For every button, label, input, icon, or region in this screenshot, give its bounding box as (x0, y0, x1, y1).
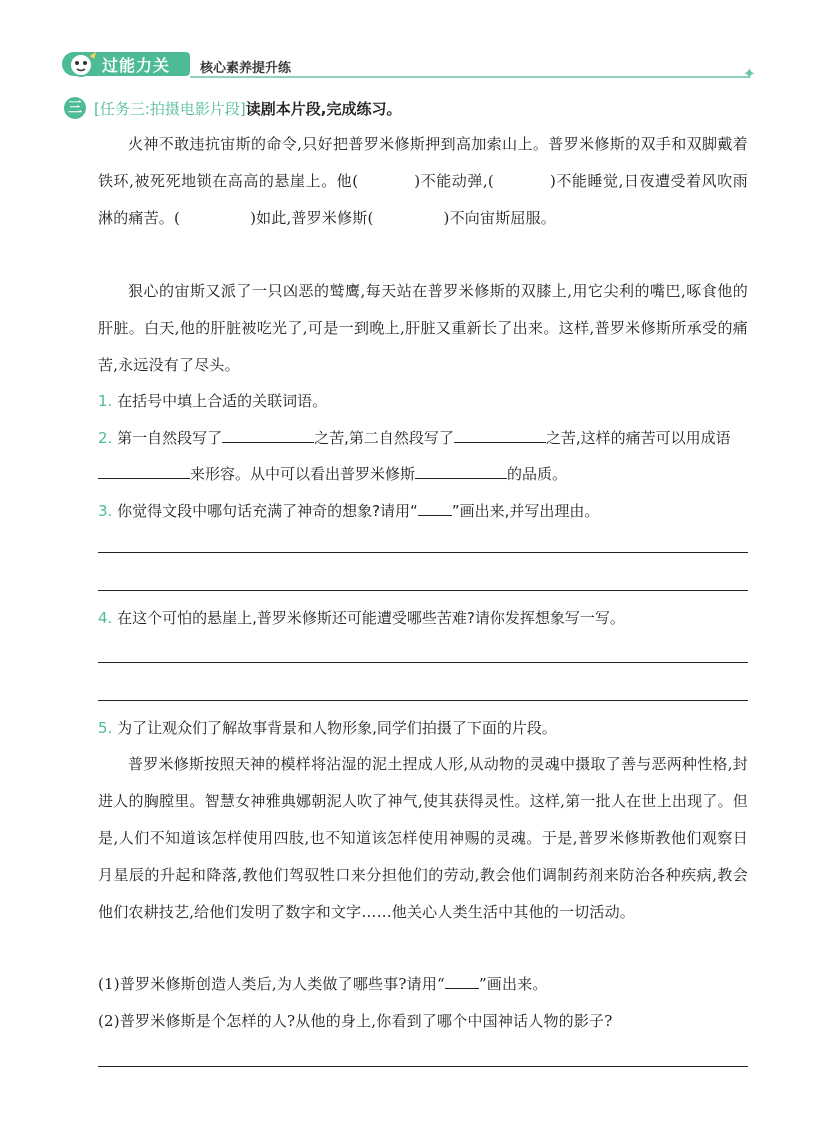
answer-blank-2c[interactable] (98, 462, 190, 479)
passage-paragraph-3: 普罗米修斯按照天神的模样将沾湿的泥土捏成人形,从动物的灵魂中摄取了善与恶两种性格,封进人的胸膛里。智慧女神雅典娜朝泥人吹了神气,使其获得灵性。这样,第一批人在世上出现了。但是,人们不知道该怎样使用四肢,也不知道该怎样使用神赐的灵魂。于是,普罗米修斯教他们观察日月星辰的升起和降落,教他们驾驭牲口来分担他们的劳动,教会他们调制药剂来防治各种疾病,教会他们农耕技艺,给他们发明了数字和文字……他关心人类生活中其他的一切活动。 (98, 755, 748, 921)
passage-paragraph-2: 狠心的宙斯又派了一只凶恶的鹫鹰,每天站在普罗米修斯的双膝上,用它尖利的嘴巴,啄食他的肝脏。白天,他的肝脏被吃光了,可是一到晚上,肝脏又重新长了出来。这样,普罗米修斯所承受的痛苦,永远没有了尽头。 (98, 282, 748, 374)
header-subtitle: 核心素养提升练 (200, 61, 292, 76)
page-header (62, 50, 756, 83)
sub-question-2: (2)普罗米修斯是个怎样的人?从他的身上,你看到了哪个中国神话人物的影子? (98, 1012, 613, 1030)
section-instruction: 读剧本片段,完成练习。 (245, 100, 402, 118)
answer-blank-2d[interactable] (415, 462, 507, 479)
section-number: 三 (64, 97, 86, 119)
passage-paragraph-1: 火神不敢违抗宙斯的命令,只好把普罗米修斯押到高加索山上。普罗米修斯的双手和双脚戴着铁环,被死死地锁在高高的悬崖上。他( )不能动弹,( )不能睡觉,日夜遭受着风吹雨淋的痛苦。( )如此,普罗米修斯( )不向宙斯屈服。 (98, 135, 748, 227)
section-task: [任务三:拍摄电影片段] (94, 100, 246, 118)
sub-question-1: (1)普罗米修斯创造人类后,为人类做了哪些事?请用“ ”画出来。 (98, 975, 548, 993)
question-1: 1. 在括号中填上合适的关联词语。 (98, 392, 328, 410)
answer-line[interactable] (98, 700, 748, 701)
answer-line[interactable] (98, 1066, 748, 1067)
answer-line[interactable] (98, 590, 748, 591)
header-divider (190, 76, 750, 78)
answer-line[interactable] (98, 662, 748, 663)
question-4: 4. 在这个可怕的悬崖上,普罗米修斯还可能遭受哪些苦难?请你发挥想象写一写。 (98, 609, 625, 627)
question-2: 2. 第一自然段写了 之苦,第二自然段写了 之苦,这样的痛苦可以用成语来形容。从中可以看出普罗米修斯 的品质。 (98, 420, 748, 492)
question-5: 5. 为了让观众们了解故事背景和人物形象,同学们拍摄了下面的片段。 (98, 719, 557, 737)
wavy-line-sample (418, 501, 452, 516)
answer-blank-2a[interactable] (222, 426, 314, 443)
star-icon: ✦ (742, 64, 756, 83)
question-3: 3. 你觉得文段中哪句话充满了神奇的想象?请用“ ”画出来,并写出理由。 (98, 502, 600, 520)
header-badge-title: 过能力关 (102, 56, 171, 75)
mascot-icon (66, 50, 100, 78)
answer-blank-2b[interactable] (454, 426, 546, 443)
answer-line[interactable] (98, 552, 748, 553)
straight-line-sample (445, 974, 479, 989)
